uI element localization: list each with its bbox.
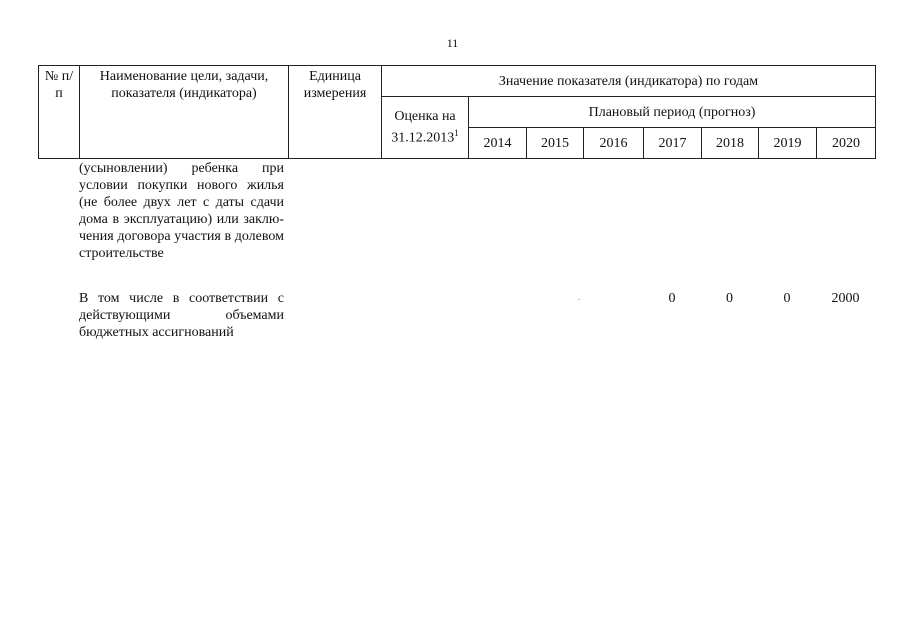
header-year-2019: 2019 [759,128,817,159]
value-2019: 0 [783,291,791,306]
header-col-number: № п/п [39,66,80,159]
row-text-continuation: (усыновлении) ребенка при условии покупки нового жилья (не более двух лет с даты сдачи дома в эксплуатацию) или заклю-чения договора участия в долевом строительстве [79,161,284,261]
header-year-2018: 2018 [702,128,759,159]
scan-speck [578,299,580,300]
header-col-planned: Плановый период (прогноз) [469,97,876,128]
header-year-2014: 2014 [469,128,527,159]
footnote-marker: 1 [454,128,459,139]
header-year-2020: 2020 [817,128,876,159]
value-2017: 0 [668,291,676,306]
header-col-unit: Единица измерения [289,66,382,159]
indicator-table-header [38,65,876,159]
header-col-values: Значение показателя (индикатора) по годам [382,66,876,97]
header-col-estimate-label: Оценка на 31.12.2013 [391,109,456,146]
header-year-2016: 2016 [584,128,644,159]
row-text-budget: В том числе в соответствии с действующими объемами бюджетных ассигнований [79,291,284,340]
header-year-2017: 2017 [644,128,702,159]
header-col-name: Наименование цели, задачи, показателя (индикатора) [80,66,289,159]
header-col-estimate [382,97,469,159]
value-2020: 2000 [831,291,860,306]
header-year-2015: 2015 [527,128,584,159]
page-number: 11 [446,36,459,50]
value-2018: 0 [726,291,733,306]
